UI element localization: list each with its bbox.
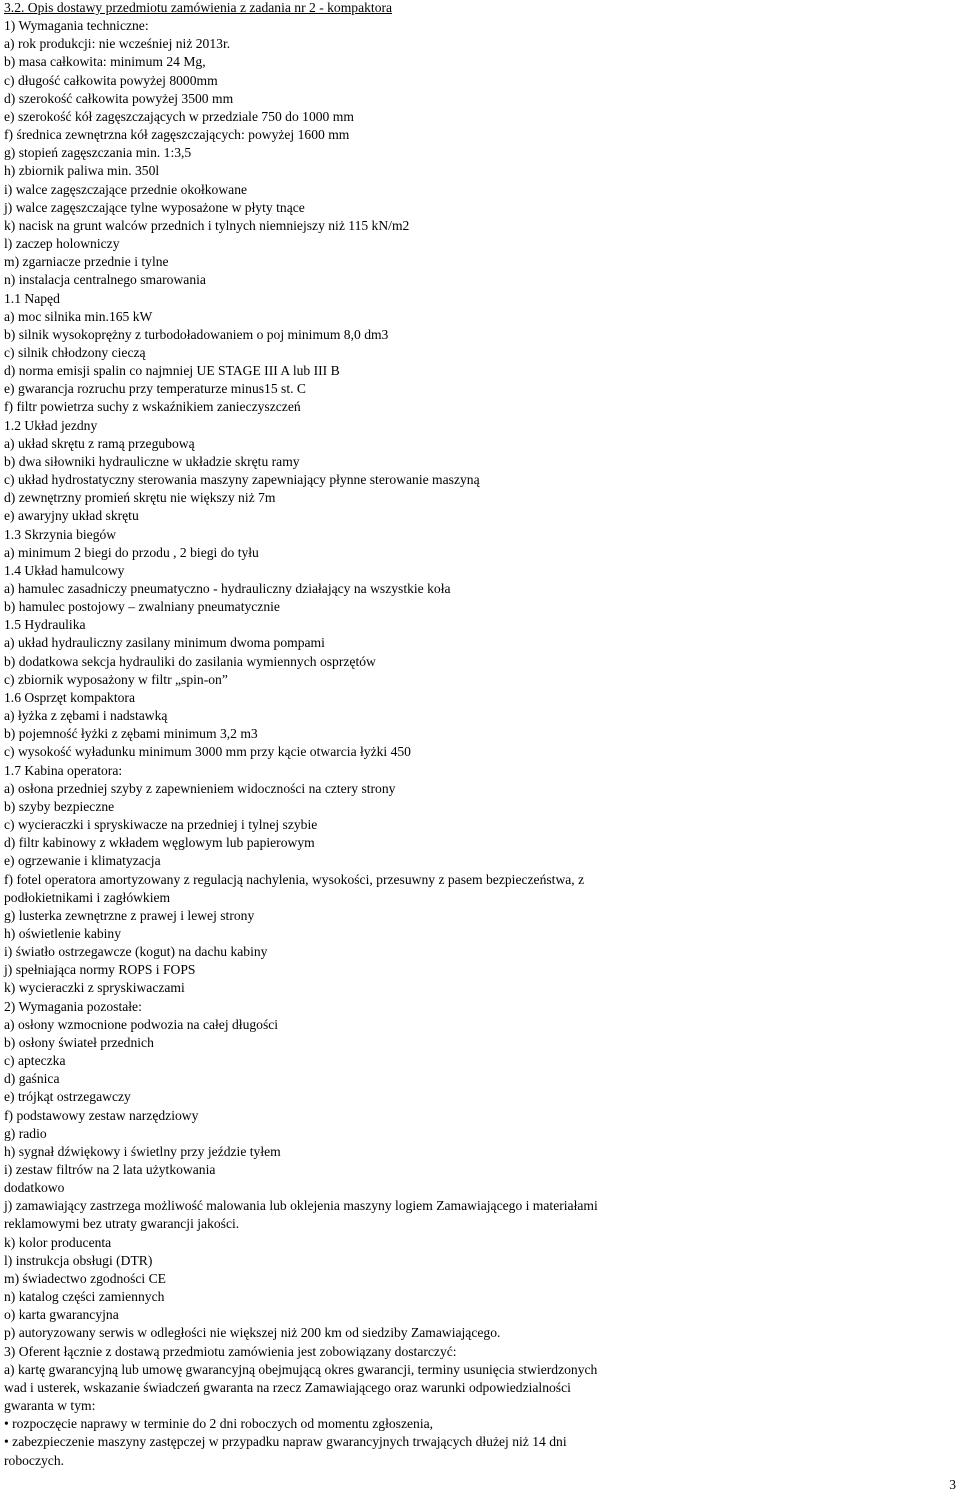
text-line: a) kartę gwarancyjną lub umowę gwarancyjną obejmującą okres gwarancji, terminy usunięcia stwierdzonych (4, 1361, 598, 1377)
document-body (4, 0, 944, 1470)
text-line: f) podstawowy zestaw narzędziowy (4, 1107, 199, 1123)
text-line: c) wysokość wyładunku minimum 3000 mm przy kącie otwarcia łyżki 450 (4, 744, 411, 760)
text-line: k) nacisk na grunt walców przednich i tylnych niemniejszy niż 115 kN/m2 (4, 217, 410, 233)
text-line: a) moc silnika min.165 kW (4, 308, 153, 324)
text-line: l) instrukcja obsługi (DTR) (4, 1252, 153, 1268)
text-line: f) fotel operatora amortyzowany z regulacją nachylenia, wysokości, przesuwny z pasem bezpieczeństwa, z (4, 871, 585, 887)
text-line: c) zbiornik wyposażony w filtr „spin-on” (4, 671, 228, 687)
text-line: dodatkowo (4, 1180, 65, 1196)
text-line: k) wycieraczki z spryskiwaczami (4, 980, 185, 996)
text-line: i) światło ostrzegawcze (kogut) na dachu kabiny (4, 944, 268, 960)
text-line: podłokietnikami i zagłówkiem (4, 889, 171, 905)
section-heading: 3.2. Opis dostawy przedmiotu zamówienia z zadania nr 2 - kompaktora (4, 0, 393, 15)
text-line: e) trójkąt ostrzegawczy (4, 1089, 131, 1105)
text-line: d) filtr kabinowy z wkładem węglowym lub papierowym (4, 835, 315, 851)
text-line: 1.7 Kabina operatora: (4, 762, 123, 778)
text-line: m) świadectwo zgodności CE (4, 1270, 166, 1286)
text-line: a) rok produkcji: nie wcześniej niż 2013r. (4, 36, 231, 52)
text-line: a) układ skrętu z ramą przegubową (4, 435, 195, 451)
text-line: e) szerokość kół zagęszczających w przedziale 750 do 1000 mm (4, 108, 354, 124)
text-line: b) osłony świateł przednich (4, 1034, 154, 1050)
text-line: j) zamawiający zastrzega możliwość malowania lub oklejenia maszyny logiem Zamawiającego i materiałami (4, 1198, 598, 1214)
text-line: h) oświetlenie kabiny (4, 925, 122, 941)
text-line: f) średnica zewnętrzna kół zagęszczających: powyżej 1600 mm (4, 127, 350, 143)
text-line: o) karta gwarancyjna (4, 1307, 119, 1323)
text-line: roboczych. (4, 1452, 65, 1468)
text-line: b) pojemność łyżki z zębami minimum 3,2 m3 (4, 726, 258, 742)
text-line: 1.4 Układ hamulcowy (4, 562, 125, 578)
text-line: b) dwa siłowniki hydrauliczne w układzie skrętu ramy (4, 453, 300, 469)
text-line: b) dodatkowa sekcja hydrauliki do zasilania wymiennych osprzętów (4, 653, 376, 669)
text-line: 1.1 Napęd (4, 290, 60, 306)
text-line: b) masa całkowita: minimum 24 Mg, (4, 54, 206, 70)
text-line: b) szyby bezpieczne (4, 798, 115, 814)
text-line: d) norma emisji spalin co najmniej UE STAGE III A lub III B (4, 363, 340, 379)
text-line: 1) Wymagania techniczne: (4, 18, 149, 34)
text-line: a) osłona przedniej szyby z zapewnieniem widoczności na cztery strony (4, 780, 396, 796)
text-line: j) walce zagęszczające tylne wyposażone w płyty tnące (4, 199, 305, 215)
text-line: j) spełniająca normy ROPS i FOPS (4, 962, 196, 978)
text-line: e) gwarancja rozruchu przy temperaturze minus15 st. C (4, 381, 306, 397)
text-line: g) radio (4, 1125, 47, 1141)
text-line: d) szerokość całkowita powyżej 3500 mm (4, 90, 234, 106)
text-line: c) układ hydrostatyczny sterowania maszyny zapewniający płynne sterowanie maszyną (4, 472, 480, 488)
text-line: c) długość całkowita powyżej 8000mm (4, 72, 218, 88)
text-line: a) osłony wzmocnione podwozia na całej długości (4, 1016, 279, 1032)
text-line: b) hamulec postojowy – zwalniany pneumatycznie (4, 599, 280, 615)
text-line: d) zewnętrzny promień skrętu nie większy niż 7m (4, 490, 276, 506)
text-line: h) sygnał dźwiękowy i świetlny przy jeździe tyłem (4, 1143, 281, 1159)
text-line: n) instalacja centralnego smarowania (4, 272, 206, 288)
text-line: e) ogrzewanie i klimatyzacja (4, 853, 161, 869)
text-line: e) awaryjny układ skrętu (4, 508, 139, 524)
text-line: f) filtr powietrza suchy z wskaźnikiem zanieczyszczeń (4, 399, 301, 415)
text-line: gwaranta w tym: (4, 1398, 96, 1414)
text-line: i) zestaw filtrów na 2 lata użytkowania (4, 1162, 216, 1177)
text-line: b) silnik wysokoprężny z turbodoładowaniem o poj minimum 8,0 dm3 (4, 326, 389, 342)
text-line: g) lusterka zewnętrzne z prawej i lewej strony (4, 907, 255, 923)
text-line: n) katalog części zamiennych (4, 1289, 165, 1305)
text-line: c) apteczka (4, 1053, 66, 1069)
text-line: 1.6 Osprzęt kompaktora (4, 689, 135, 705)
text-line: l) zaczep holowniczy (4, 236, 120, 252)
text-line: k) kolor producenta (4, 1234, 112, 1250)
text-line: 1.2 Układ jezdny (4, 417, 98, 433)
text-line: • rozpoczęcie naprawy w terminie do 2 dni roboczych od momentu zgłoszenia, (4, 1416, 434, 1432)
text-line: 1.3 Skrzynia biegów (4, 526, 117, 542)
text-line: a) układ hydrauliczny zasilany minimum dwoma pompami (4, 635, 325, 651)
page-number: 3 (949, 1477, 956, 1492)
text-line: a) łyżka z zębami i nadstawką (4, 708, 168, 724)
text-line: i) walce zagęszczające przednie okołkowane (4, 181, 248, 197)
text-line: 3) Oferent łącznie z dostawą przedmiotu zamówienia jest zobowiązany dostarczyć: (4, 1343, 457, 1359)
text-line: • zabezpieczenie maszyny zastępczej w przypadku napraw gwarancyjnych trwających dłużej niż 14 dni (4, 1434, 567, 1450)
text-line: 2) Wymagania pozostałe: (4, 998, 142, 1014)
text-line: d) gaśnica (4, 1071, 60, 1087)
text-line: g) stopień zagęszczania min. 1:3,5 (4, 145, 192, 161)
text-line: a) hamulec zasadniczy pneumatyczno - hydrauliczny działający na wszystkie koła (4, 581, 451, 596)
text-line: h) zbiornik paliwa min. 350l (4, 163, 160, 179)
text-line: m) zgarniacze przednie i tylne (4, 254, 169, 270)
text-line: p) autoryzowany serwis w odległości nie większej niż 200 km od siedziby Zamawiającego. (4, 1325, 501, 1341)
text-line: c) silnik chłodzony cieczą (4, 344, 146, 360)
text-line: c) wycieraczki i spryskiwacze na przedniej i tylnej szybie (4, 817, 318, 833)
text-line: 1.5 Hydraulika (4, 617, 86, 633)
text-line: reklamowymi bez utraty gwarancji jakości. (4, 1216, 240, 1232)
text-line: wad i usterek, wskazanie świadczeń gwaranta na rzecz Zamawiającego oraz warunki odpowiedzialności (4, 1379, 571, 1395)
text-line: a) minimum 2 biegi do przodu , 2 biegi do tyłu (4, 544, 259, 560)
